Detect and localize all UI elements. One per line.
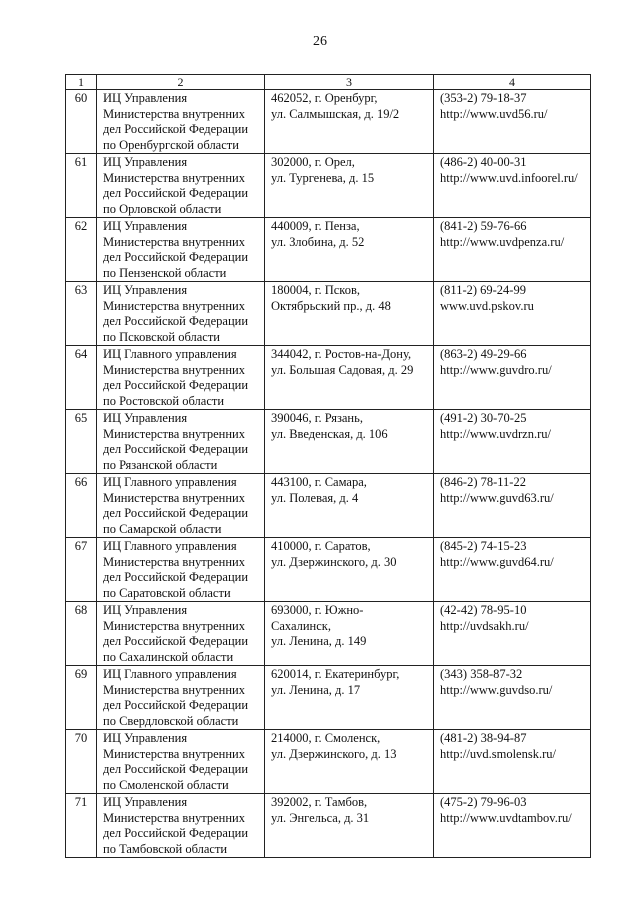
organization-line: Министерства внутренних [103,298,245,313]
table-row [66,410,591,474]
address-line: 344042, г. Ростов-на-Дону, [271,347,412,361]
column-header-organization: 2 [97,75,265,90]
phone-number: (475-2) 79-96-03 [440,795,527,809]
organization-line: дел Российской Федерации [103,698,249,712]
address-line: Сахалинск, [271,618,331,633]
address-line: ул. Ленина, д. 149 [271,634,367,648]
organization-cell [97,730,265,794]
address-line: ул. Введенская, д. 106 [271,426,388,441]
row-number: 68 [66,602,97,666]
website-link[interactable]: http://www.uvdtambov.ru/ [440,810,572,825]
phone-number: (841-2) 59-76-66 [440,219,527,233]
phone-number: (846-2) 78-11-22 [440,475,526,489]
table-row [66,602,591,666]
organization-line: дел Российской Федерации [103,570,249,584]
organization-line: ИЦ Управления [103,283,188,297]
organization-line: ИЦ Управления [103,411,188,425]
website-link[interactable]: http://www.uvdrzn.ru/ [440,426,551,441]
address-cell [265,346,434,410]
address-cell [265,282,434,346]
organization-line: дел Российской Федерации [103,122,249,136]
organization-line: по Ростовской области [103,393,225,408]
organization-line: ИЦ Управления [103,603,188,617]
address-cell [265,474,434,538]
table-row [66,538,591,602]
row-number: 62 [66,218,97,282]
contact-cell [434,282,591,346]
row-number: 61 [66,154,97,218]
organization-line: дел Российской Федерации [103,314,249,328]
organization-cell [97,410,265,474]
organization-cell [97,666,265,730]
organization-line: ИЦ Главного управления [103,475,237,489]
row-number: 63 [66,282,97,346]
row-number: 65 [66,410,97,474]
row-number: 64 [66,346,97,410]
address-line: 390046, г. Рязань, [271,411,363,425]
column-header-number: 1 [66,75,97,90]
organization-line: Министерства внутренних [103,234,245,249]
organization-line: ИЦ Управления [103,731,188,745]
organization-line: Министерства внутренних [103,746,245,761]
row-number: 71 [66,794,97,858]
contact-cell [434,538,591,602]
website-link[interactable]: http://uvdsakh.ru/ [440,618,529,633]
organization-line: Министерства внутренних [103,106,245,121]
phone-number: (481-2) 38-94-87 [440,731,527,745]
address-cell [265,730,434,794]
contact-cell [434,794,591,858]
organization-line: по Пензенской области [103,265,227,280]
row-number: 67 [66,538,97,602]
address-cell [265,90,434,154]
address-line: ул. Большая Садовая, д. 29 [271,362,414,377]
organization-line: ИЦ Главного управления [103,539,237,553]
contact-cell [434,730,591,794]
contact-cell [434,666,591,730]
organization-line: дел Российской Федерации [103,186,249,200]
table-row [66,154,591,218]
website-link[interactable]: http://www.uvd.infoorel.ru/ [440,170,578,185]
address-line: ул. Дзержинского, д. 13 [271,746,397,761]
table-header-row [66,75,591,90]
organization-line: Министерства внутренних [103,490,245,505]
page-number: 26 [313,34,327,49]
address-cell [265,410,434,474]
table-row [66,282,591,346]
address-line: ул. Злобина, д. 52 [271,234,365,249]
organization-line: Министерства внутренних [103,170,245,185]
organization-cell [97,90,265,154]
organization-cell [97,602,265,666]
phone-number: (491-2) 30-70-25 [440,411,527,425]
organization-cell [97,346,265,410]
address-line: ул. Энгельса, д. 31 [271,810,370,825]
address-line: 693000, г. Южно- [271,603,364,617]
table-row [66,218,591,282]
organization-line: ИЦ Управления [103,91,188,105]
address-cell [265,218,434,282]
address-line: ул. Салмышская, д. 19/2 [271,106,400,121]
organization-line: по Оренбургской области [103,137,239,152]
address-cell [265,794,434,858]
organization-line: по Смоленской области [103,777,229,792]
table-row [66,794,591,858]
website-link[interactable]: www.uvd.pskov.ru [440,298,534,313]
website-link[interactable]: http://www.guvdso.ru/ [440,682,553,697]
contact-cell [434,602,591,666]
organization-cell [97,218,265,282]
organization-line: по Сахалинской области [103,649,234,664]
row-number: 70 [66,730,97,794]
organization-line: по Свердловской области [103,713,239,728]
organization-line: по Саратовской области [103,585,231,600]
organization-line: ИЦ Управления [103,795,188,809]
address-cell [265,154,434,218]
row-number: 60 [66,90,97,154]
table-row [66,90,591,154]
organization-cell [97,538,265,602]
organization-line: дел Российской Федерации [103,634,249,648]
contact-cell [434,218,591,282]
address-line: 392002, г. Тамбов, [271,795,368,809]
table-row [66,666,591,730]
address-line: ул. Дзержинского, д. 30 [271,554,397,569]
address-cell [265,666,434,730]
website-link[interactable]: http://www.uvd56.ru/ [440,106,548,121]
organization-line: Министерства внутренних [103,618,245,633]
table-row [66,730,591,794]
contacts-table [65,74,591,858]
table-row [66,346,591,410]
phone-number: (353-2) 79-18-37 [440,91,527,105]
address-line: ул. Ленина, д. 17 [271,682,361,697]
organization-line: по Рязанской области [103,457,218,472]
website-link[interactable]: http://www.guvd64.ru/ [440,554,554,569]
address-line: ул. Полевая, д. 4 [271,490,359,505]
table-body [66,90,591,858]
address-line: 620014, г. Екатеринбург, [271,667,400,681]
organization-line: по Самарской области [103,521,222,536]
organization-line: ИЦ Главного управления [103,667,237,681]
contact-cell [434,90,591,154]
organization-line: Министерства внутренних [103,554,245,569]
address-line: 302000, г. Орел, [271,155,355,169]
address-line: 462052, г. Оренбург, [271,91,378,105]
column-header-contacts: 4 [434,75,591,90]
organization-line: дел Российской Федерации [103,442,249,456]
phone-number: (486-2) 40-00-31 [440,155,527,169]
organization-line: ИЦ Управления [103,219,188,233]
organization-line: дел Российской Федерации [103,506,249,520]
organization-cell [97,282,265,346]
organization-line: дел Российской Федерации [103,250,249,264]
website-link[interactable]: http://www.guvdro.ru/ [440,362,552,377]
row-number: 69 [66,666,97,730]
phone-number: (811-2) 69-24-99 [440,283,526,297]
phone-number: (863-2) 49-29-66 [440,347,527,361]
contact-cell [434,154,591,218]
organization-cell [97,154,265,218]
organization-line: по Орловской области [103,201,222,216]
address-line: Октябрьский пр., д. 48 [271,298,391,313]
column-header-address: 3 [265,75,434,90]
organization-line: дел Российской Федерации [103,378,249,392]
table-row [66,474,591,538]
organization-cell [97,794,265,858]
organization-line: по Тамбовской области [103,841,228,856]
address-line: 180004, г. Псков, [271,283,361,297]
contact-cell [434,410,591,474]
address-cell [265,538,434,602]
phone-number: (845-2) 74-15-23 [440,539,527,553]
organization-cell [97,474,265,538]
website-link[interactable]: http://www.uvdpenza.ru/ [440,234,565,249]
phone-number: (343) 358-87-32 [440,667,523,681]
organization-line: Министерства внутренних [103,682,245,697]
contact-cell [434,346,591,410]
organization-line: Министерства внутренних [103,810,245,825]
organization-line: ИЦ Управления [103,155,188,169]
address-line: 443100, г. Самара, [271,475,367,489]
organization-line: по Псковской области [103,329,220,344]
organization-line: ИЦ Главного управления [103,347,237,361]
address-line: ул. Тургенева, д. 15 [271,170,375,185]
phone-number: (42-42) 78-95-10 [440,603,527,617]
row-number: 66 [66,474,97,538]
address-cell [265,602,434,666]
address-line: 214000, г. Смоленск, [271,731,381,745]
organization-line: Министерства внутренних [103,362,245,377]
website-link[interactable]: http://uvd.smolensk.ru/ [440,746,556,761]
address-line: 440009, г. Пенза, [271,219,360,233]
organization-line: Министерства внутренних [103,426,245,441]
organization-line: дел Российской Федерации [103,826,249,840]
contact-cell [434,474,591,538]
organization-line: дел Российской Федерации [103,762,249,776]
website-link[interactable]: http://www.guvd63.ru/ [440,490,554,505]
address-line: 410000, г. Саратов, [271,539,371,553]
